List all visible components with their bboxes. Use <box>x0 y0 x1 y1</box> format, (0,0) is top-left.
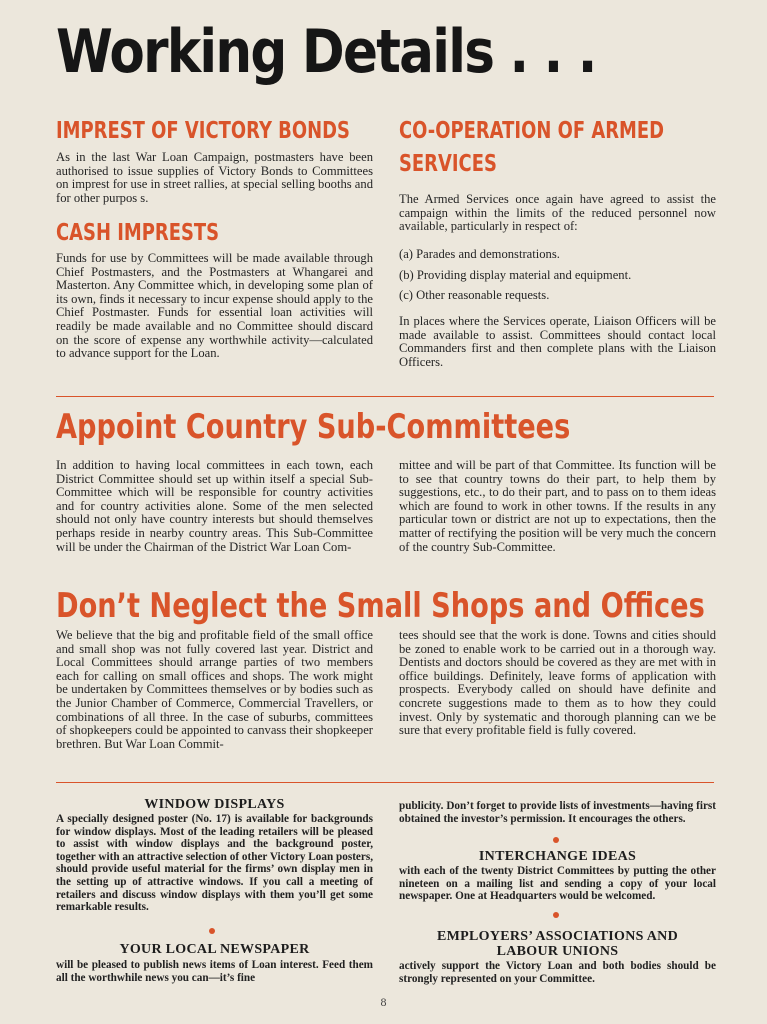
window-heading: WINDOW DISPLAYS <box>144 797 285 812</box>
armed-heading-line-2: SERVICES <box>399 151 497 177</box>
bullet-dot <box>553 837 559 843</box>
armed-list-item: (c) Other reasonable requests. <box>399 288 550 303</box>
armed-closing: In places where the Services operate, Liaison Officers will be made available to assist. Committees should contact local Commanders first and then complete plans with the Liaison Officers. <box>399 314 716 369</box>
armed-heading-line-1: CO-OPERATION OF ARMED <box>399 118 665 144</box>
page-title: Working Details . . . <box>56 17 596 87</box>
section-divider <box>56 782 714 783</box>
employers-heading-line-1: EMPLOYERS’ ASSOCIATIONS AND <box>437 929 678 944</box>
interchange-heading: INTERCHANGE IDEAS <box>478 849 637 864</box>
armed-list <box>399 248 716 310</box>
employers-heading-line-2: LABOUR UNIONS <box>496 944 619 959</box>
shops-col-1: We believe that the big and profitable field of the small office and small shop was not fully covered last year. District and Local Committees should arrange parties of two members each for calling on small offices and shops. The work might be undertaken by Committees themselves or by bodies such as the Junior Chamber of Commerce, Commercial Travellers, or combinations of all three. In the case of suburbs, committees of shopkeepers could be appointed to canvass their shopkeeper brethren. But War Loan Commit- <box>56 628 373 751</box>
window-body: A specially designed poster (No. 17) is available for backgrounds for window displays. Most of the leading retailers will be pleased to assist with window displays and the background poster, together with an attractive selection of other Victory Loan posters, should provide useful material for the firms’ own display men in the setting up of attractive windows. If you call a meeting of retailers and discuss window displays with them you’ll get some remarkable results. <box>56 813 373 914</box>
armed-list-item: (b) Providing display material and equipment. <box>399 267 632 282</box>
imprest-heading: IMPREST OF VICTORY BONDS <box>56 118 350 144</box>
page-number: 8 <box>380 995 387 1009</box>
bullet-dot <box>553 912 559 918</box>
section-divider <box>56 396 714 397</box>
cash-heading: CASH IMPRESTS <box>56 220 220 246</box>
interchange-body: with each of the twenty District Committees by putting the other nineteen on a mailing list and sending a copy of your local newspaper. One at Headquarters would be welcomed. <box>399 865 716 903</box>
country-col-2: mittee and will be part of that Committee. Its function will be to see that country towns do their part, to help them by suggestions, etc., to do their part, and to pass on to them ideas which are found to work in other towns. If the results in any particular town or district are not up to expectations, then the matter of rectifying the position will be very much the concern of the country Sub-Committee. <box>399 458 716 554</box>
shops-col-2: tees should see that the work is done. Towns and cities should be zoned to enable work to be carried out in a thorough way. Dentists and doctors should be covered as they are met with in office buildings. Definitely, leave forms of application with prospects. Everybody called on should have definite and concrete suggestions made to them as to how they could invest. Only by systematic and thorough planning can we be sure that every profitable field is fully covered. <box>399 628 716 738</box>
newspaper-heading: YOUR LOCAL NEWSPAPER <box>119 942 310 957</box>
country-col-1: In addition to having local committees in each town, each District Committee should set up within itself a special Sub-Committee which will be responsible for country activities and for country activities alone. Some of the men selected should not only have country interests but should themselves perhaps reside in nearby country areas. This Sub-Committee will be under the Chairman of the District War Loan Com- <box>56 458 373 554</box>
shops-heading: Don’t Neglect the Small Shops and Offices <box>56 586 705 626</box>
bullet-dot <box>209 928 215 934</box>
newspaper-body: will be pleased to publish news items of Loan interest. Feed them all the worthwhile news you can—it’s fine <box>56 959 373 984</box>
employers-body: actively support the Victory Loan and both bodies should be strongly represented on your Committee. <box>399 960 716 985</box>
armed-intro: The Armed Services once again have agreed to assist the campaign within the limits of the reduced personnel now available, particularly in respect of: <box>399 192 716 234</box>
armed-list-item: (a) Parades and demonstrations. <box>399 247 560 261</box>
cash-body: Funds for use by Committees will be made available through Chief Postmasters, and the Postmasters at Whangarei and Masterton. Any Committee which, in developing some plan of its own, finds it necessary to incur expense should apply to the Chief Postmaster. Funds for essential loan activities will readily be made available and no Committee should discard on the score of expense any worthwhile activity—calculated to advance support for the Loan. <box>56 251 373 361</box>
newspaper-body-continued: publicity. Don’t forget to provide lists of investments—having first obtained the investor’s permission. It encourages the others. <box>399 800 716 825</box>
imprest-body: As in the last War Loan Campaign, postmasters have been authorised to issue supplies of Victory Bonds to Committees on imprest for use in street rallies, at special selling booths and for other purpos s. <box>56 150 373 205</box>
country-heading: Appoint Country Sub-Committees <box>56 407 571 447</box>
